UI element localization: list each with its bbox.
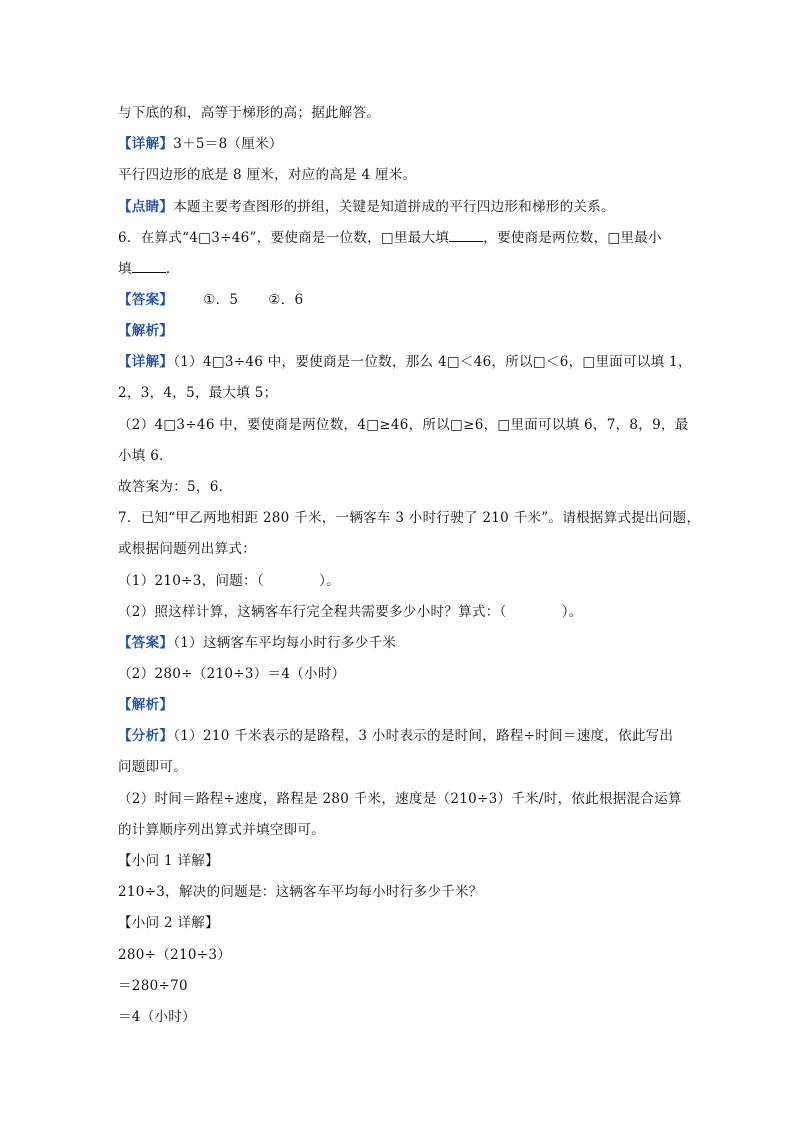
- question-6-line1: [118, 229, 662, 247]
- answer-6-1: ①．5: [203, 292, 239, 308]
- detail-6-line5: 故答案为：5，6．: [118, 479, 233, 495]
- question-7-line4: （2）照这样计算，这辆客车行完全程共需要多少小时？算式：（ ）。: [118, 604, 583, 620]
- answer-6-2: ②．6: [268, 292, 304, 308]
- question-6-line2: [118, 260, 180, 278]
- analysis-heading: 【解析】: [118, 323, 174, 339]
- detail-6-text1: （1）4□3÷46 中，要使商是一位数，那么 4□＜46，所以□＜6，□里面可以填 1，: [173, 354, 692, 370]
- answer-7-line2: （2）280÷（210÷3）＝4（小时）: [118, 666, 346, 682]
- analysis-heading: 【解析】: [118, 697, 174, 713]
- analysis-line4: 的计算顺序列出算式并填空即可。: [118, 822, 325, 838]
- analysis-line2: 问题即可。: [118, 759, 187, 775]
- sub-question-1-text: 210÷3，解决的问题是：这辆客车平均每小时行多少千米？: [118, 884, 483, 900]
- text-line: 平行四边形的底是 8 厘米，对应的高是 4 厘米。: [118, 167, 417, 183]
- detail-6-line3: （2）4□3÷46 中，要使商是两位数，4□≥46，所以□≥6，□里面可以填 6，7，8，9，最: [118, 417, 689, 433]
- sub-question-2-heading: 【小问 2 详解】: [118, 915, 219, 931]
- answer-tag: 【答案】: [118, 292, 174, 308]
- detail-line: [118, 135, 283, 153]
- comment-text: 本题主要考查图形的拼组，关键是知道拼成的平行四边形和梯形的关系。: [173, 199, 615, 215]
- comment-line: [118, 198, 615, 216]
- analysis-line3: （2）时间＝路程÷速度，路程是 280 千米，速度是（210÷3）千米/时，依此根据混合运算: [118, 791, 682, 807]
- answer-blank: [449, 229, 483, 242]
- question-7-line2: 或根据问题列出算式：: [118, 541, 256, 557]
- question-6-text-c: 填: [118, 261, 132, 277]
- question-7-line1: 7．已知“甲乙两地相距 280 千米，一辆客车 3 小时行驶了 210 千米”。请根据算式提出问题，: [118, 510, 701, 526]
- detail-6-line4: 小填 6．: [118, 448, 173, 464]
- analysis-text1: （1）210 千米表示的是路程，3 小时表示的是时间，路程÷时间＝速度，依此写出: [173, 728, 674, 744]
- analysis-tag: 【分析】: [118, 728, 174, 744]
- detail-tag: 【详解】: [118, 136, 174, 152]
- detail-6-line1: [118, 353, 692, 371]
- answer-7-line1: [118, 634, 396, 652]
- answer-7-text1: （1）这辆客车平均每小时行多少千米: [173, 635, 397, 651]
- answer-tag: 【答案】: [118, 635, 174, 651]
- calc-line2: ＝280÷70: [118, 978, 188, 994]
- question-6-text-d: ．: [165, 261, 180, 277]
- answer-blank: [132, 260, 166, 273]
- detail-text: 3＋5＝8（厘米）: [173, 136, 283, 152]
- question-7-line3: （1）210÷3，问题：（ ）。: [118, 573, 340, 589]
- question-6-text-a: 6．在算式“4□3÷46”，要使商是一位数，□里最大填: [118, 230, 450, 246]
- analysis-line1: [118, 727, 673, 745]
- comment-tag: 【点睛】: [118, 199, 174, 215]
- answer-6-line: [118, 291, 303, 309]
- sub-question-1-heading: 【小问 1 详解】: [118, 853, 219, 869]
- calc-line1: 280÷（210÷3）: [118, 947, 232, 963]
- detail-tag: 【详解】: [118, 354, 174, 370]
- text-line: 与下底的和，高等于梯形的高；据此解答。: [118, 105, 381, 121]
- detail-6-line2: 2，3，4，5，最大填 5；: [118, 385, 278, 401]
- calc-line3: ＝4（小时）: [118, 1009, 196, 1025]
- question-6-text-b: ，要使商是两位数，□里最小: [483, 230, 662, 246]
